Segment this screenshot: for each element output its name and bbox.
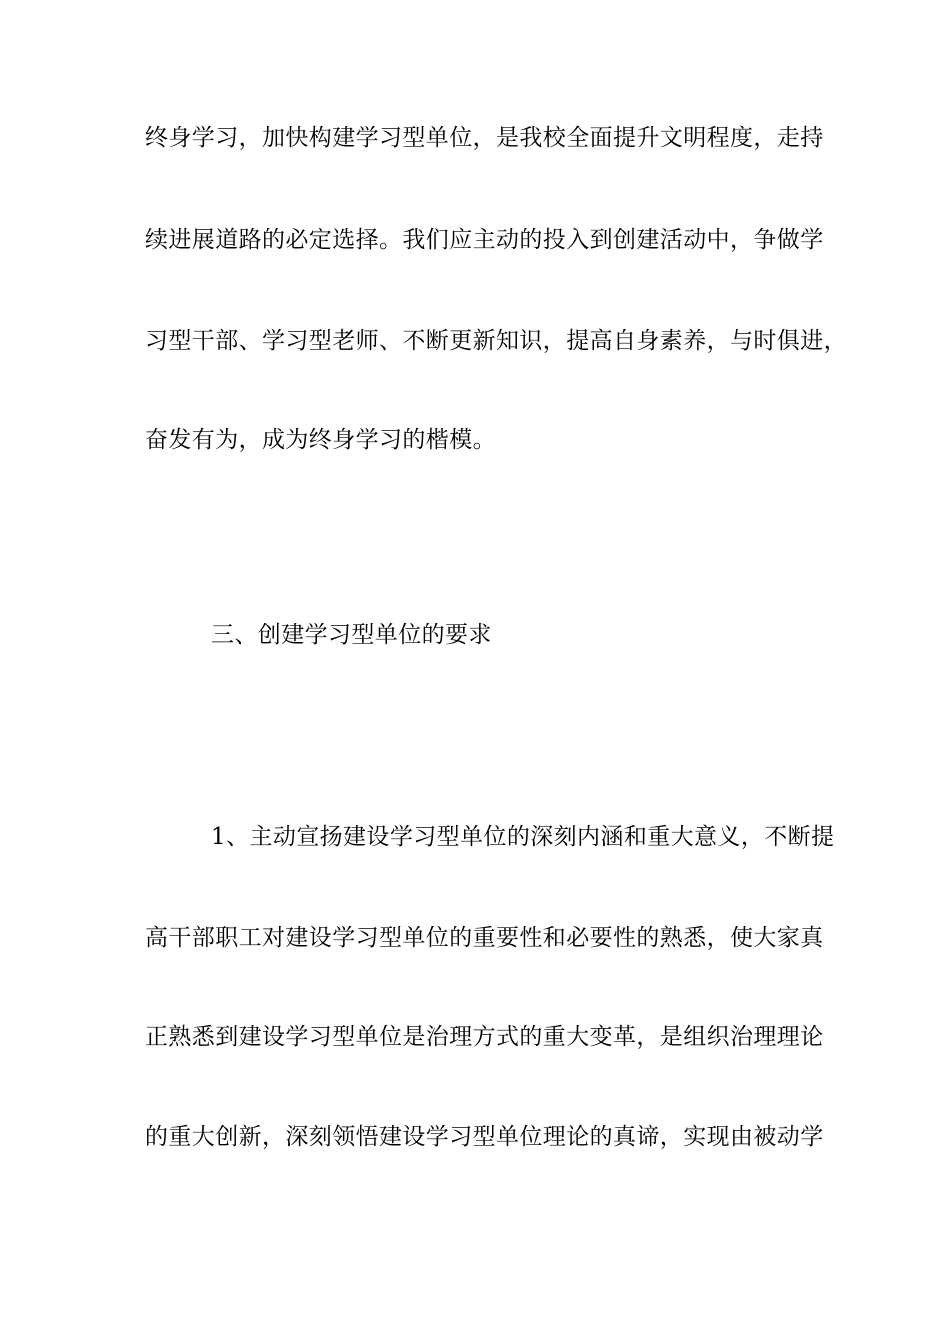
paragraph2-line-3: 正熟悉到建设学习型单位是治理方式的重大变革，是组织治理理论 xyxy=(145,1024,824,1050)
paragraph2-line-2: 高干部职工对建设学习型单位的重要性和必要性的熟悉，使大家真 xyxy=(145,925,824,951)
paragraph1-line-4: 奋发有为，成为终身学习的楷模。 xyxy=(145,427,496,453)
paragraph1-line-2: 续进展道路的必定选择。我们应主动的投入到创建活动中，争做学 xyxy=(145,227,824,253)
paragraph2-line-4: 的重大创新，深刻领悟建设学习型单位理论的真谛，实现由被动学 xyxy=(145,1124,824,1150)
paragraph2-line-1: 1、主动宣扬建设学习型单位的深刻内涵和重大意义，不断提 xyxy=(211,824,835,850)
paragraph1-line-1: 终身学习，加快构建学习型单位，是我校全面提升文明程度，走持 xyxy=(145,125,824,151)
section-heading: 三、创建学习型单位的要求 xyxy=(211,622,492,648)
paragraph1-line-3: 习型干部、学习型老师、不断更新知识，提高自身素养，与时俱进， xyxy=(145,328,847,354)
